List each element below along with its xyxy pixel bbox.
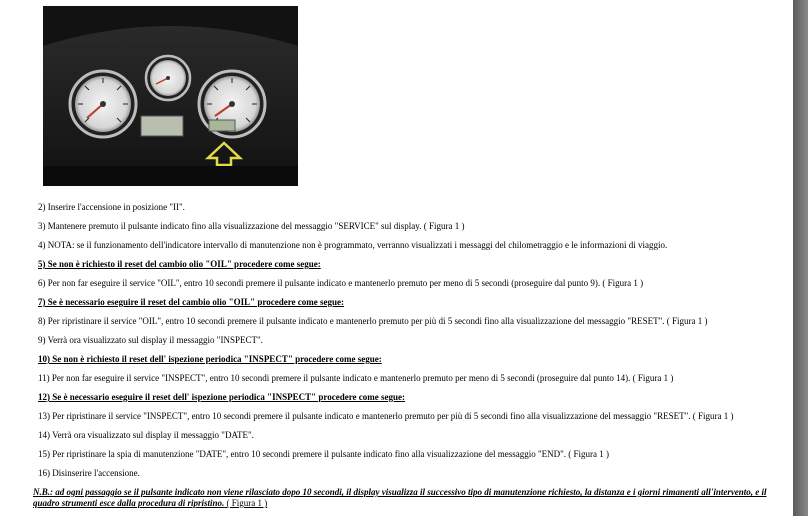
note-figure-ref: ( Figura 1 ) xyxy=(224,498,268,508)
dashboard-photo xyxy=(43,6,298,186)
step-11: 11) Per non far eseguire il service "INSPECT", entro 10 secondi premere il pulsante indicato e mantenerlo premuto per meno di 5 secondi (proseguire dal punto 14). ( Figura 1 ) xyxy=(38,373,674,383)
instrument-cluster-image xyxy=(43,6,298,186)
step-9: 9) Verrà ora visualizzato sul display il messaggio "INSPECT". xyxy=(38,335,263,345)
step-8: 8) Per ripristinare il service "OIL", entro 10 secondi premere il pulsante indicato e mantenerlo premuto per più di 5 secondi fino alla visualizzazione del messaggio "RESET". ( Figura 1 ) xyxy=(38,316,708,326)
step-14: 14) Verrà ora visualizzato sul display il messaggio "DATE". xyxy=(38,430,254,440)
step-12-heading: 12) Se è necessario eseguire il reset dell' ispezione periodica "INSPECT" procedere come segue: xyxy=(38,392,406,402)
step-13: 13) Per ripristinare il service "INSPECT", entro 10 secondi premere il pulsante indicato e mantenerlo premuto per più di 5 secondi fino alla visualizzazione del messaggio "RESET". ( Figura 1 ) xyxy=(38,411,734,421)
step-2: 2) Inserire l'accensione in posizione "II". xyxy=(38,202,185,212)
step-5-heading: 5) Se non è richiesto il reset del cambio olio "OIL" procedere come segue: xyxy=(38,259,321,269)
step-6: 6) Per non far eseguire il service "OIL", entro 10 secondi premere il pulsante indicato e mantenerlo premuto per meno di 5 secondi (proseguire dal punto 9). ( Figura 1 ) xyxy=(38,278,644,288)
step-15: 15) Per ripristinare la spia di manutenzione "DATE", entro 10 secondi premere il pulsante indicato fino alla visualizzazione del messaggio "END". ( Figura 1 ) xyxy=(38,449,610,459)
note-paragraph xyxy=(33,487,773,509)
step-7-heading: 7) Se è necessario eseguire il reset del cambio olio "OIL" procedere come segue: xyxy=(38,297,345,307)
step-3: 3) Mantenere premuto il pulsante indicato fino alla visualizzazione del messaggio "SERVICE" sul display. ( Figura 1 ) xyxy=(38,221,465,231)
step-16: 16) Disinserire l'accensione. xyxy=(38,468,140,478)
step-4: 4) NOTA: se il funzionamento dell'indicatore intervallo di manutenzione non è programmato, verranno visualizzati i messaggi del chilometraggio e le informazioni di viaggio. xyxy=(38,240,668,250)
viewer-background xyxy=(793,0,808,516)
note-text: N.B.: ad ogni passaggio se il pulsante indicato non viene rilasciato dopo 10 secondi, il display visualizza il successivo tipo di manutenzione richiesto, la distanza e i giorni rimanenti all'intervento, e il quadro strumenti esce dalla procedura di ripristino. xyxy=(33,487,767,508)
step-10-heading: 10) Se non è richiesto il reset dell' ispezione periodica "INSPECT" procedere come segue: xyxy=(38,354,382,364)
